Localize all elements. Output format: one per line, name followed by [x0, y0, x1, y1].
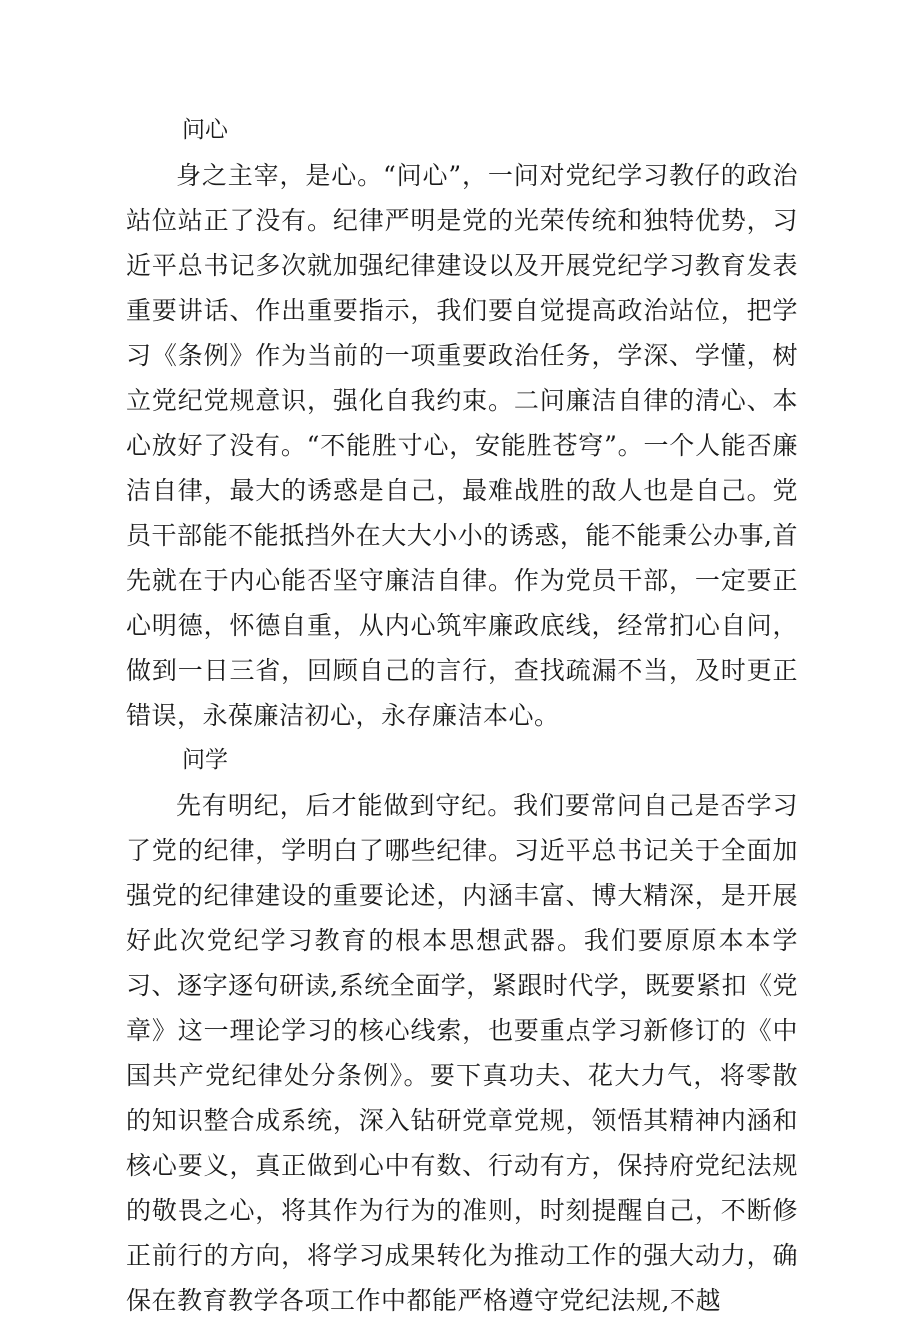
section-paragraph-wenxin: 身之主宰，是心。“问心”，一问对党纪学习教仔的政治站位站正了没有。纪律严明是党的光荣传统和独特优势，习近平总书记多次就加强纪律建设以及开展党纪学习教育发表重要讲话、作出重要指示，我们要自觉提高政治站位，把学习《条例》作为当前的一项重要政治任务，学深、学懂，树立党纪党规意识，强化自我约束。二问廉洁自律的清心、本心放好了没有。“不能胜寸心，安能胜苍穹”。一个人能否廉洁自律，最大的诱惑是自己，最难战胜的敌人也是自己。党员干部能不能抵挡外在大大小小的诱惑，能不能秉公办事,首先就在于内心能否坚守廉洁自律。作为党员干部，一定要正心明德，怀德自重，从内心筑牢廉政底线，经常扪心自问，做到一日三省，回顾自己的言行，查找疏漏不当，及时更正错误，永葆廉洁初心，永存廉洁本心。: [126, 161, 798, 730]
section-heading-wenxin: 问心: [182, 117, 228, 143]
document-body: [126, 108, 798, 1323]
section-heading-wenxue: 问学: [182, 747, 228, 773]
section-paragraph-wenxue: 先有明纪，后才能做到守纪。我们要常问自己是否学习了党的纪律，学明白了哪些纪律。习近平总书记关于全面加强党的纪律建设的重要论述，内涵丰富、博大精深，是开展好此次党纪学习教育的根本思想武器。我们要原原本本学习、逐字逐句研读,系统全面学，紧跟时代学，既要紧扣《党章》这一理论学习的核心线索，也要重点学习新修订的《中国共产党纪律处分条例》。要下真功夫、花大力气，将零散的知识整合成系统，深入钻研党章党规，领悟其精神内涵和核心要义，真正做到心中有数、行动有方，保持府党纪法规的敬畏之心，将其作为行为的准则，时刻提醒自己，不断修正前行的方向，将学习成果转化为推动工作的强大动力，确保在教育教学各项工作中都能严格遵守党纪法规,不越: [126, 791, 798, 1315]
